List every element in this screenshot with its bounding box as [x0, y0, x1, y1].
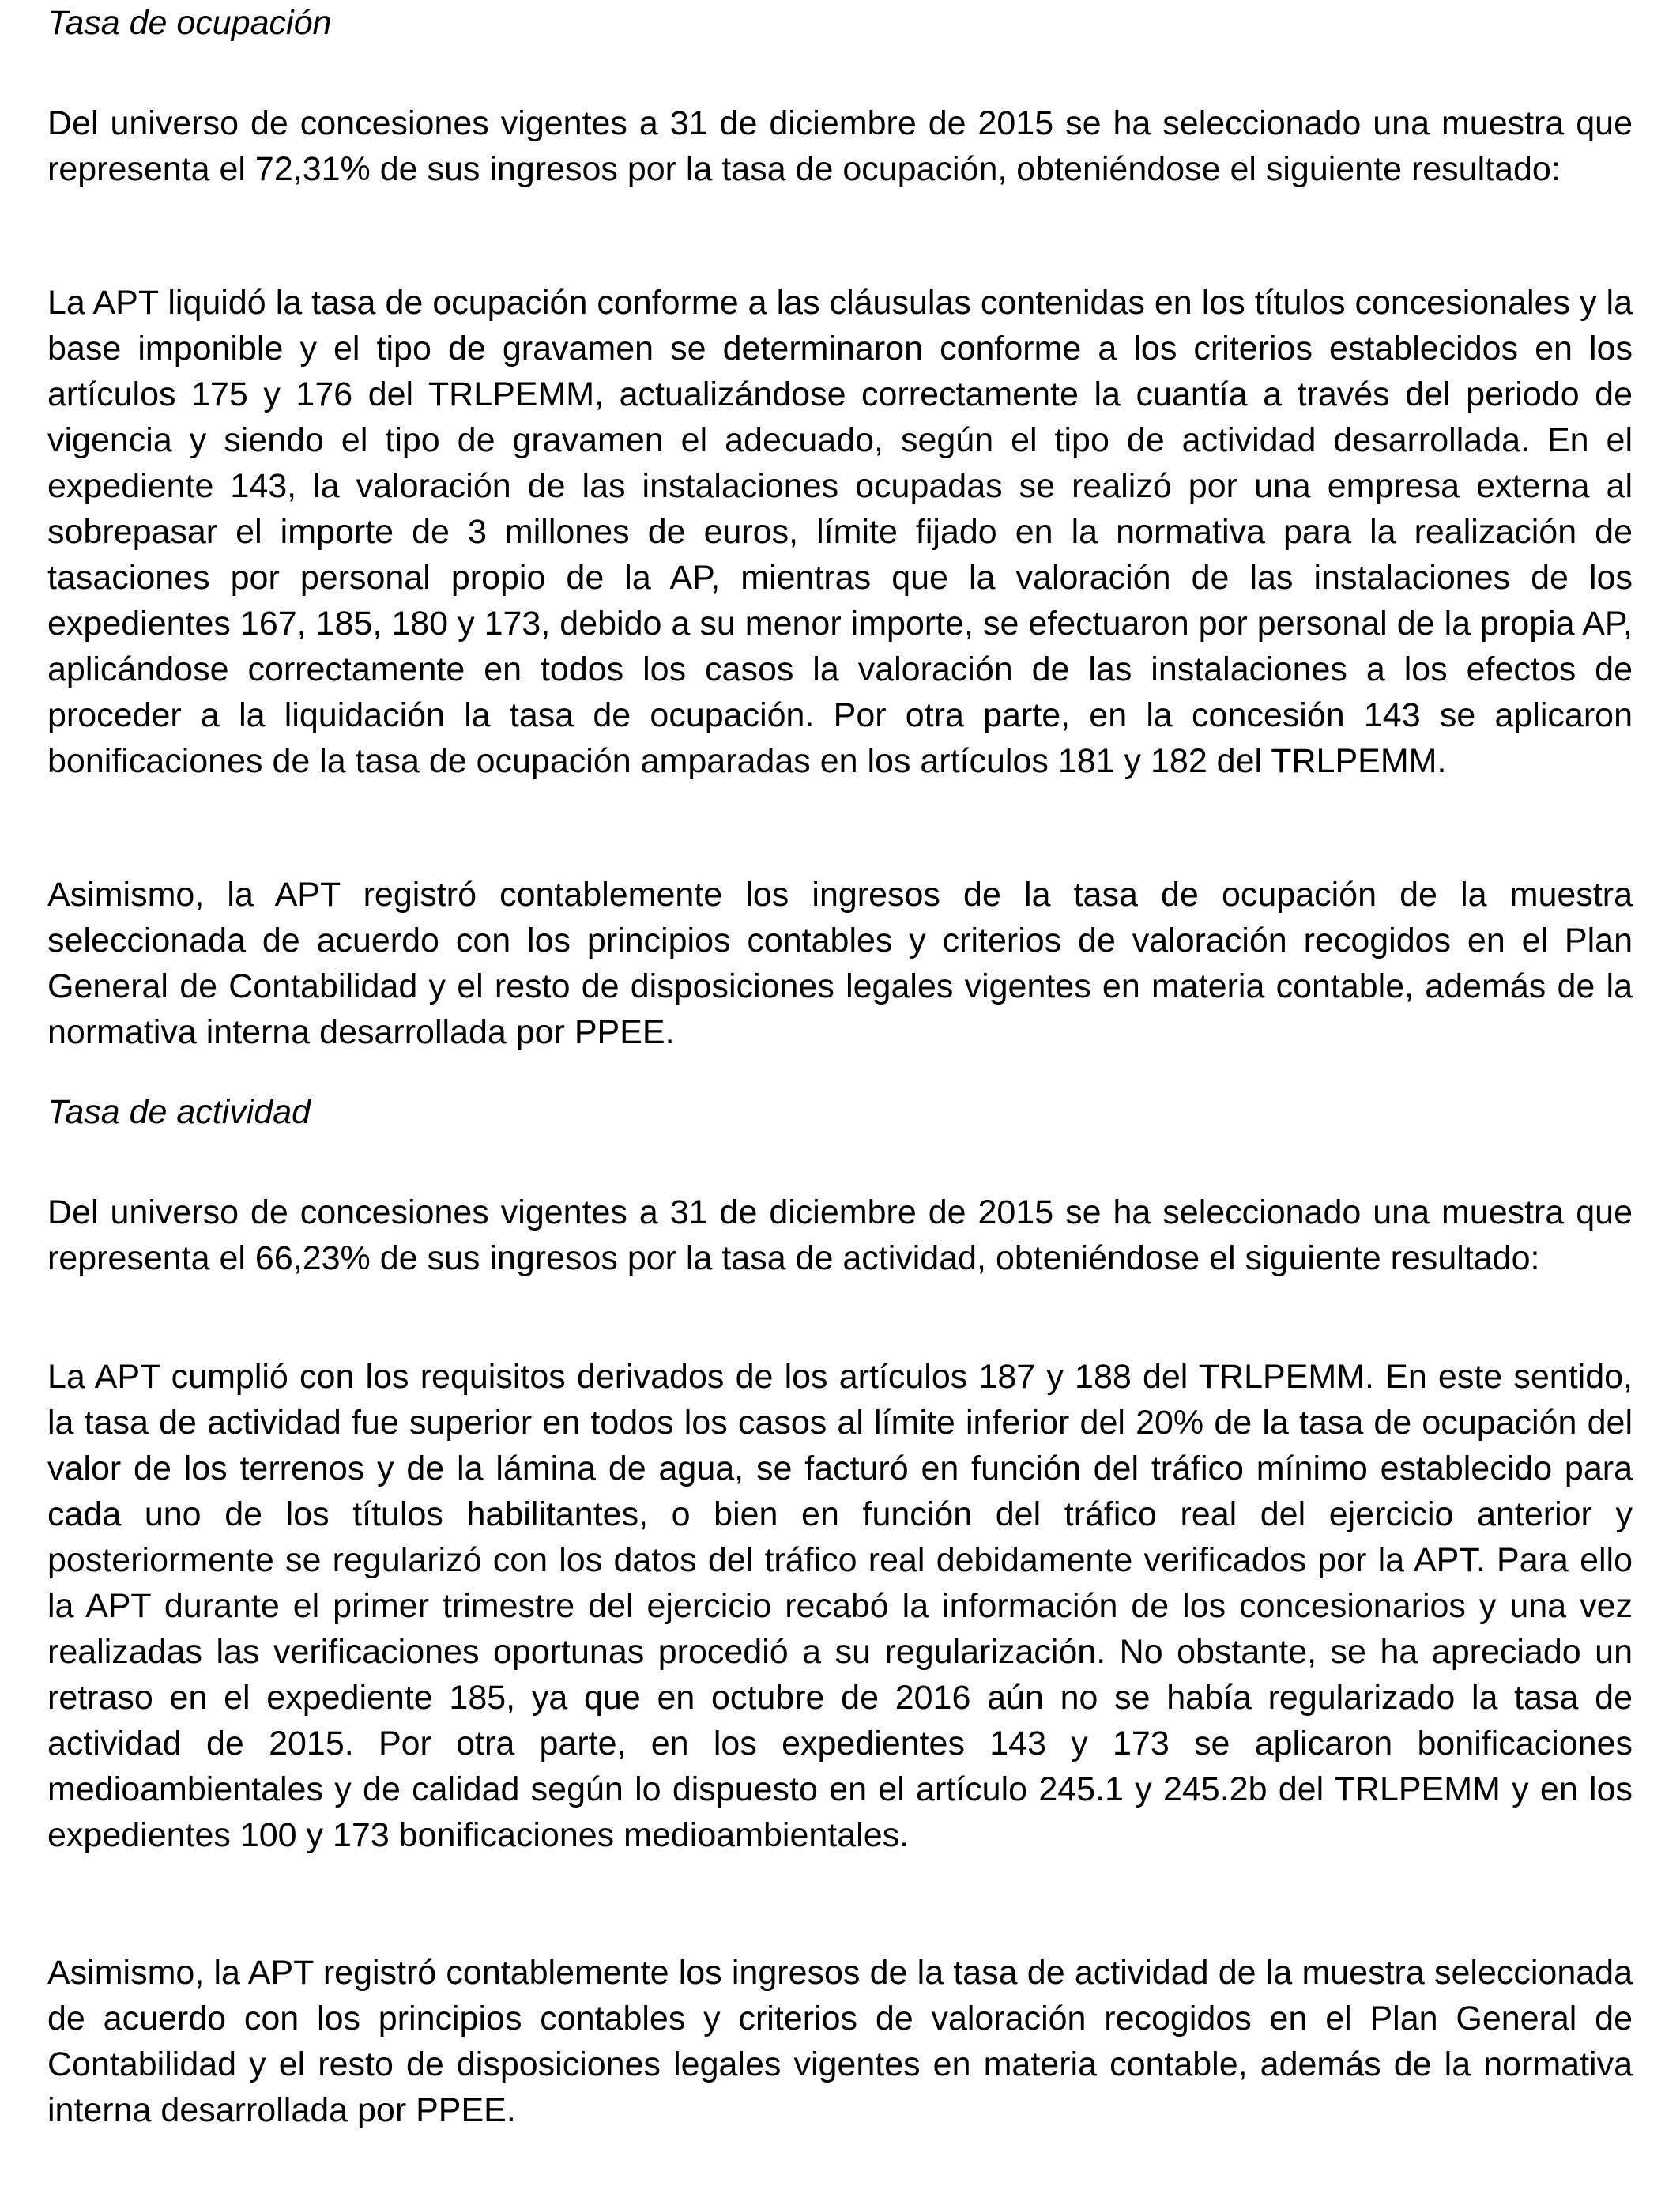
paragraph-actividad-requisitos: La APT cumplió con los requisitos derivados de los artículos 187 y 188 del TRLPEMM. En este sentido, la tasa de actividad fue superior en todos los casos al límite inferior del 20% de la tasa de ocupación del valor de los terrenos y de la lámina de agua, se facturó en función del tráfico mínimo establecido para cada uno de los títulos habilitantes, o bien en función del tráfico real del ejercicio anterior y posteriormente se regularizó con los datos del tráfico real debidamente verificados por la APT. Para ello la APT durante el primer trimestre del ejercicio recabó la información de los concesionarios y una vez realizadas las verificaciones oportunas procedió a su regularización. No obstante, se ha apreciado un retraso en el expediente 185, ya que en octubre de 2016 aún no se había regularizado la tasa de actividad de 2015. Por otra parte, en los expedientes 143 y 173 se aplicaron bonificaciones medioambientales y de calidad según lo dispuesto en el artículo 245.1 y 245.2b del TRLPEMM y en los expedientes 100 y 173 bonificaciones medioambientales.	[47, 1358, 1633, 1854]
paragraph-actividad-registro-contable: Asimismo, la APT registró contablemente los ingresos de la tasa de actividad de la muestra seleccionada de acuerdo con los principios contables y criterios de valoración recogidos en el Plan General de Contabilidad y el resto de disposiciones legales vigentes en materia contable, además de la normativa interna desarrollada por PPEE.	[47, 1954, 1633, 2129]
section-heading-tasa-ocupacion: Tasa de ocupación	[47, 4, 332, 42]
paragraph-ocupacion-muestra: Del universo de concesiones vigentes a 31 de diciembre de 2015 se ha seleccionado una muestra que representa el 72,31% de sus ingresos por la tasa de ocupación, obteniéndose el siguiente resultado:	[47, 104, 1633, 188]
paragraph-actividad-muestra: Del universo de concesiones vigentes a 31 de diciembre de 2015 se ha seleccionado una muestra que representa el 66,23% de sus ingresos por la tasa de actividad, obteniéndose el siguiente resultado:	[47, 1193, 1633, 1277]
section-heading-tasa-actividad: Tasa de actividad	[47, 1093, 311, 1131]
paragraph-ocupacion-liquidacion: La APT liquidó la tasa de ocupación conforme a las cláusulas contenidas en los títulos concesionales y la base imponible y el tipo de gravamen se determinaron conforme a los criterios establecidos en los artículos 175 y 176 del TRLPEMM, actualizándose correctamente la cuantía a través del periodo de vigencia y siendo el tipo de gravamen el adecuado, según el tipo de actividad desarrollada. En el expediente 143, la valoración de las instalaciones ocupadas se realizó por una empresa externa al sobrepasar el importe de 3 millones de euros, límite fijado en la normativa para la realización de tasaciones por personal propio de la AP, mientras que la valoración de las instalaciones de los expedientes 167, 185, 180 y 173, debido a su menor importe, se efectuaron por personal de la propia AP, aplicándose correctamente en todos los casos la valoración de las instalaciones a los efectos de proceder a la liquidación la tasa de ocupación. Por otra parte, en la concesión 143 se aplicaron bonificaciones de la tasa de ocupación amparadas en los artículos 181 y 182 del TRLPEMM.	[47, 284, 1633, 780]
paragraph-ocupacion-registro-contable: Asimismo, la APT registró contablemente los ingresos de la tasa de ocupación de la muestra seleccionada de acuerdo con los principios contables y criterios de valoración recogidos en el Plan General de Contabilidad y el resto de disposiciones legales vigentes en materia contable, además de la normativa interna desarrollada por PPEE.	[47, 876, 1633, 1051]
